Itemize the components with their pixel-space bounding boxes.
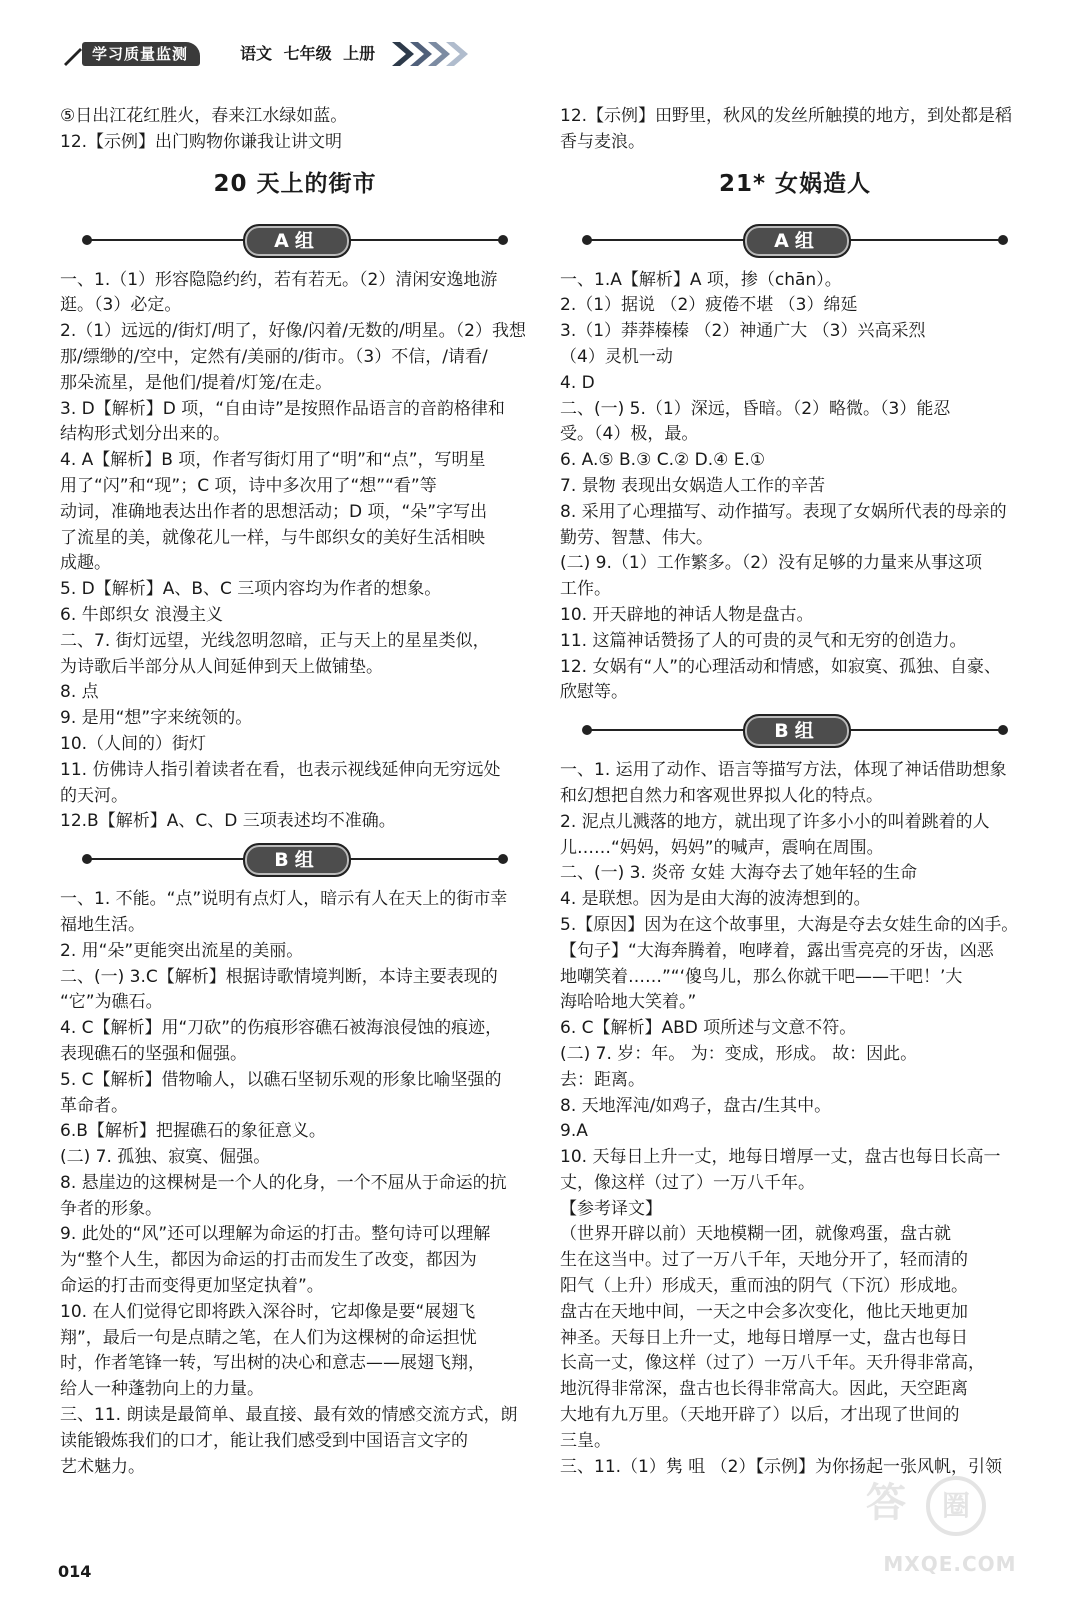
answer-line: 三、11.（1）隽 咀 （2）【示例】为你扬起一张风帆，引领 — [560, 1456, 1002, 1477]
answer-line: 去：距离。 — [560, 1069, 645, 1090]
answer-line: 长高一丈，像这样（过了）一万八千年。天升得非常高， — [560, 1353, 985, 1374]
answer-line: 受。（4）极，最。 — [560, 424, 699, 445]
answer-line: 三皇。 — [560, 1430, 611, 1451]
answer-line: 丈，像这样（过了）一万八千年。 — [560, 1172, 815, 1193]
answer-line: 结构形式划分出来的。 — [60, 424, 230, 445]
answer-line: (二) 9.（1）工作繁多。（2）没有足够的力量来从事这项 — [560, 553, 983, 574]
answer-line: 一、1. 运用了动作、语言等描写方法，体现了神话借助想象 — [560, 760, 1007, 781]
answer-line: 【参考译文】 — [560, 1198, 662, 1219]
answer-line: 勤劳、智慧、伟大。 — [560, 527, 713, 548]
answer-line: 表现礁石的坚强和倔强。 — [60, 1043, 247, 1064]
answer-line: 二、(一) 5.（1）深远，昏暗。（2）略微。（3）能忍 — [560, 398, 951, 419]
answer-line: 二、7. 街灯远望，光线忽明忽暗，正与天上的星星类似， — [60, 630, 490, 651]
answer-line: 11. 这篇神话赞扬了人的可贵的灵气和无穷的创造力。 — [560, 630, 967, 651]
answer-line: 12.B【解析】A、C、D 三项表述均不准确。 — [60, 811, 396, 832]
answer-line: 4. 是联想。因为是由大海的波涛想到的。 — [560, 889, 871, 910]
answer-line: 给人一种蓬勃向上的力量。 — [60, 1379, 264, 1400]
answer-line: 6. C【解析】ABD 项所述与文意不符。 — [560, 1018, 857, 1039]
page-number: 014 — [58, 1562, 92, 1581]
watermark — [860, 1458, 1040, 1576]
answer-line: 4. A【解析】B 项，作者写街灯用了“明”和“点”，写明星 — [60, 450, 486, 471]
answer-line: 三、11. 朗读是最简单、最直接、最有效的情感交流方式，朗 — [60, 1405, 518, 1426]
answer-line: 5. D【解析】A、B、C 三项内容均为作者的想象。 — [60, 579, 442, 600]
answer-line: 7. 景物 表现出女娲造人工作的辛苦 — [560, 475, 826, 496]
answer-line: 6. 牛郎织女 浪漫主义 — [60, 604, 224, 625]
answer-line: 海哈哈地大笑着。” — [560, 992, 697, 1013]
left-intro — [60, 104, 530, 156]
answer-line: 了流星的美，就像花儿一样，与牛郎织女的美好生活相映 — [60, 527, 485, 548]
page-header — [62, 36, 472, 72]
answer-line: 香与麦浪。 — [560, 131, 645, 152]
answer-line: 那/缥缈的/空中，定然有/美丽的/街市。（3）不信，/请看/ — [60, 346, 488, 367]
answer-line: 2. 用“朵”更能突出流星的美丽。 — [60, 940, 304, 961]
answer-line: 2.（1）远远的/街灯/明了，好像/闪着/无数的/明星。（2）我想 — [60, 321, 526, 342]
answer-line: 2.（1）据说 （2）疲倦不堪 （3）绵延 — [560, 295, 858, 316]
answer-line: 神圣。天每日上升一丈，地每日增厚一丈，盘古也每日 — [560, 1327, 968, 1348]
answer-line: 2. 泥点儿溅落的地方，就出现了许多小小的叫着跳着的人 — [560, 811, 990, 832]
answer-line: 福地生活。 — [60, 914, 145, 935]
answer-line: (二) 7. 岁：年。 为：变成，形成。 故：因此。 — [560, 1043, 918, 1064]
lesson-21-group-a — [560, 268, 1030, 707]
group-a-label: A组 — [243, 224, 351, 258]
answer-line: 10.（人间的）街灯 — [60, 733, 207, 754]
answer-line: 10. 在人们觉得它即将跌入深谷时，它却像是要“展翅飞 — [60, 1301, 476, 1322]
lesson-21-title: 21* 女娲造人 — [718, 170, 872, 197]
group-b-label: B组 — [743, 714, 851, 748]
series-tab: 学习质量监测 — [82, 42, 200, 66]
answer-line: 大地有九万里。（天地开辟了）以后，才出现了世间的 — [560, 1405, 960, 1426]
answer-line: 革命者。 — [60, 1095, 128, 1116]
answer-line: 6.B【解析】把握礁石的象征意义。 — [60, 1121, 326, 1142]
answer-line: 3.（1）莽莽榛榛 （2）神通广大 （3）兴高采烈 — [560, 321, 926, 342]
answer-line: 一、1. 不能。“点”说明有点灯人，暗示有人在天上的街市幸 — [60, 889, 508, 910]
answer-line: 10. 开天辟地的神话人物是盘古。 — [560, 604, 814, 625]
answer-line: “它”为礁石。 — [60, 992, 163, 1013]
answer-line: 那朵流星，是他们/提着/灯笼/在走。 — [60, 372, 333, 393]
answer-line: 翔”，最后一句是点睛之笔，在人们为这棵树的命运担忧 — [60, 1327, 477, 1348]
answer-line: 一、1.（1）形容隐隐约约，若有若无。（2）清闲安逸地游 — [60, 269, 498, 290]
answer-line: 命运的打击而变得更加坚定执着”。 — [60, 1276, 324, 1297]
answer-line: 4. C【解析】用“刀砍”的伤痕形容礁石被海浪侵蚀的痕迹， — [60, 1018, 503, 1039]
answer-line: 9. 是用“想”字来统领的。 — [60, 708, 253, 729]
answer-line: 二、(一) 3.C【解析】根据诗歌情境判断，本诗主要表现的 — [60, 966, 498, 987]
subject-label: 语文 七年级 上册 — [240, 44, 376, 63]
answer-line: 8. 天地浑沌/如鸡子，盘古/生其中。 — [560, 1095, 832, 1116]
answer-line: 地沉得非常深，盘古也长得非常高大。因此，天空距离 — [560, 1379, 968, 1400]
answer-line: (二) 7. 孤独、寂寞、倔强。 — [60, 1147, 271, 1168]
answer-line: 地嘲笑着……”“‘傻鸟儿，那么你就干吧——干吧！’大 — [560, 966, 963, 987]
answer-line: 工作。 — [560, 579, 611, 600]
answer-line: 12.【示例】田野里，秋风的发丝所触摸的地方，到处都是稻 — [560, 106, 1013, 126]
answer-line: （4）灵机一动 — [560, 346, 673, 367]
answer-line: （世界开辟以前）天地模糊一团，就像鸡蛋，盘古就 — [560, 1224, 951, 1245]
answer-line: 时，作者笔锋一转，写出树的决心和意志——展翅飞翔， — [60, 1353, 485, 1374]
answer-line: 艺术魅力。 — [60, 1456, 145, 1477]
answer-line: 4. D — [560, 372, 595, 393]
answer-line: 成趣。 — [60, 553, 111, 574]
answer-line: 6. A.⑤ B.③ C.② D.④ E.① — [560, 450, 766, 471]
answer-line: 10. 天每日上升一丈，地每日增厚一丈，盘古也每日长高一 — [560, 1147, 1001, 1168]
watermark-glyph: 答 — [866, 1480, 906, 1526]
answer-line: 【句子】“大海奔腾着，咆哮着，露出雪亮亮的牙齿，凶恶 — [560, 940, 994, 961]
watermark-text: MXQE.COM — [883, 1552, 1017, 1576]
answer-line: 9. 此处的“风”还可以理解为命运的打击。整句诗可以理解 — [60, 1224, 491, 1245]
answer-line: 读能锻炼我们的口才，能让我们感受到中国语言文字的 — [60, 1430, 468, 1451]
left-column — [60, 104, 530, 1480]
group-b-banner — [60, 837, 530, 881]
answer-line: 二、(一) 3. 炎帝 女娃 大海夺去了她年轻的生命 — [560, 863, 918, 884]
answer-line: 一、1.A【解析】A 项，掺（chān）。 — [560, 269, 842, 290]
answer-line: 5.【原因】因为在这个故事里，大海是夺去女娃生命的凶手。 — [560, 914, 1019, 935]
answer-line: 争者的形象。 — [60, 1198, 162, 1219]
answer-line: 和幻想把自然力和客观世界拟人化的特点。 — [560, 785, 883, 806]
watermark-circle: 圈 — [926, 1476, 986, 1536]
pen-icon — [62, 44, 84, 66]
answer-line: 用了“闪”和“现”；C 项，诗中多次用了“想”“看”等 — [60, 475, 437, 496]
answer-line: 9.A — [560, 1121, 588, 1142]
answer-line: 动词，准确地表达出作者的思想活动；D 项，“朵”字写出 — [60, 501, 488, 522]
answer-line: 逛。（3）必定。 — [60, 295, 182, 316]
group-a-banner — [60, 218, 530, 262]
answer-line: 3. D【解析】D 项，“自由诗”是按照作品语言的音韵格律和 — [60, 398, 505, 419]
answer-line: 5. C【解析】借物喻人，以礁石坚韧乐观的形象比喻坚强的 — [60, 1069, 502, 1090]
answer-line: 8. 采用了心理描写、动作描写。表现了女娲所代表的母亲的 — [560, 501, 1007, 522]
answer-line: 12.【示例】出门购物你谦我让讲文明 — [60, 131, 343, 152]
group-a-label: A组 — [743, 224, 851, 258]
group-b-label: B组 — [243, 843, 351, 877]
answer-line: 8. 悬崖边的这棵树是一个人的化身，一个不屈从于命运的抗 — [60, 1172, 507, 1193]
lesson-20-group-b — [60, 887, 530, 1480]
arrows-icon — [392, 40, 472, 68]
lesson-20-group-a — [60, 268, 530, 836]
answer-line: 的天河。 — [60, 785, 128, 806]
right-intro — [560, 104, 1030, 156]
lesson-21-group-b — [560, 758, 1030, 1480]
answer-line: 生在这当中。过了一万八千年，天地分开了，轻而清的 — [560, 1250, 968, 1271]
answer-line: 12. 女娲有“人”的心理活动和情感，如寂寞、孤独、自豪、 — [560, 656, 1002, 677]
right-column — [560, 104, 1030, 1480]
answer-line: 阳气（上升）形成天，重而浊的阴气（下沉）形成地。 — [560, 1276, 968, 1297]
answer-line: 为“整个人生，都因为命运的打击而发生了改变，都因为 — [60, 1250, 477, 1271]
answer-line: 8. 点 — [60, 682, 99, 703]
lesson-20-title: 20 天上的街市 — [213, 170, 377, 197]
answer-line: 欣慰等。 — [560, 682, 628, 703]
group-a-banner — [560, 218, 1030, 262]
answer-line: 11. 仿佛诗人指引着读者在看，也表示视线延伸向无穷远处 — [60, 759, 501, 780]
answer-line: 为诗歌后半部分从人间延伸到天上做铺垫。 — [60, 656, 383, 677]
group-b-banner — [560, 708, 1030, 752]
answer-line: ⑤日出江花红胜火，春来江水绿如蓝。 — [60, 106, 348, 126]
answer-line: 儿……“妈妈，妈妈”的喊声，震响在周围。 — [560, 837, 884, 858]
answer-line: 盘古在天地中间，一天之中会多次变化，他比天地更加 — [560, 1301, 968, 1322]
